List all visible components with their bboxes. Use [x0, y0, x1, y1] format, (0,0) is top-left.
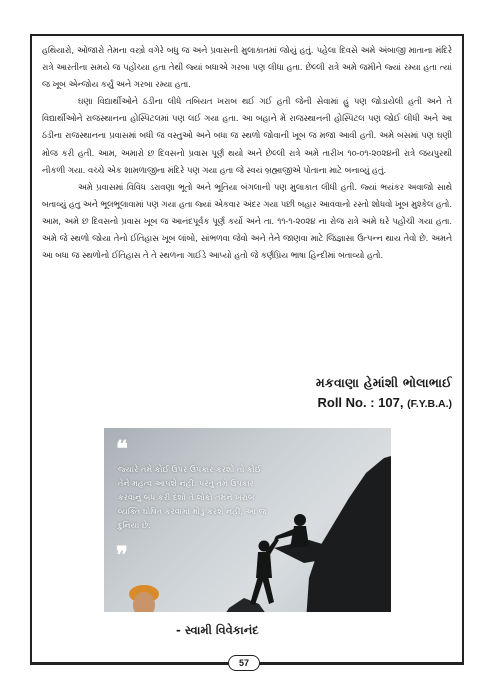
class-label: (F.Y.B.A.)	[407, 398, 452, 410]
close-quote-icon: ❞	[116, 542, 128, 568]
paragraph-2: ઘણા વિદ્યાર્થીઓને ઠંડીના લીધે તબિયત ખરાબ થઈ ગઈ હતી જેની સેવામાં હું પણ જોડાયેલી હતી અને તે વિદ્યાર્થીઓને રાજસ્થાનના હોસ્પિટલમાં પણ લઈ ગયા હતા. આ બહાને મેં રાજસ્થાનની હોસ્પિટલ પણ જોઈ લીધી અને આ ઠંડીના રાજસ્થાનના પ્રવાસમાં બધી જ વસ્તુઓ અને બધા જ સ્થળો જોવાની ખૂબ જ મજા આવી હતી. અમે બસમાં પણ ઘણી મોજ કરી હતી. આમ, અમારો છ દિવસનો પ્રવાસ પૂર્ણ થયો અને છેલ્લી રાત્રે અમે તારીખ ૧૦-૦૧-૨૦૨૪ની રાત્રે જયપુરથી નીકળી ગયા. વચ્ચે એક શામળાજીના મંદિરે પણ ગયા હતા જે સ્વયં બ્રહ્માજીએ પોતાના માટે બનાવ્યું હતું.	[42, 96, 452, 175]
paragraph-3: અમે પ્રવાસમાં વિવિધ ડરાવણા ભૂતો અને ભૂતિયા બંગલાની પણ મુલાકાત લીધી હતી. જ્યાં ભયંકર અવાજો સાથે બતાવ્યું હતુ અને ભૂલભૂલાવામાં પણ ગયા હતા જ્યાં એકવાર અંદર ગયા પછી બહાર આવવાનો રસ્તો શોધવો ખૂબ મુશ્કેલ હતો. આમ, અમે છ દિવસનો પ્રવાસ ખૂબ જ આનંદપૂર્વક પૂર્ણ કર્યો અને તા. ૧૧-૧-૨૦૨૪ ના રોજ રાત્રે અમે ઘરે પહોંચી ગયા હતા. અમે જે સ્થળો જોયા તેનો ઈતિહાસ ખૂબ લાંબો, સાંભળવા જેવો અને તેને જાણવા માટે જિજ્ઞાસા ઉત્પન્ન થાય તેવો છે. અમને આ બધા જ સ્થળોનો ઈતિહાસ તે તે સ્થળના ગાઈડે આપ્યો હતો જે કર્ણપ્રિય ભાષા હિન્દીમાં બતાવ્યો હતો.	[42, 181, 452, 261]
paragraph-1: હથિયારો, ઓજારો તેમના વસ્ત્રો વગેરે બધુ જ અને પ્રવાસની મુલાકાતમાં જોયું હતું. પહેલા દિવસે અમે અંબાજી માતાના મંદિરે રાત્રે આરતીના સમયે જ પહોંચ્યા હતા તેથી જ્યાં બધાએ ગરબા પણ લીધા હતા. છેલ્લી રાત્રે અમે જમીને જ્યાં રમ્યા હતા ત્યાં જ ખૂબ એન્જોય કર્યું અને ગરબા રમ્યા હતા.	[42, 45, 452, 90]
quote-attribution: - સ્વામી વિવેકાનંદ	[176, 623, 259, 637]
page-number: 57	[228, 655, 260, 671]
quote-poster	[104, 428, 391, 650]
article-body	[42, 42, 452, 264]
author-name: મકવાણા હેમાંશી ભોલાભાઈ	[315, 375, 452, 390]
roll-label: Roll No. : 107,	[317, 395, 404, 410]
author-block	[316, 375, 452, 410]
quote-text: જ્યારે તમે કોઈ ઉપર ઉપકાર કરશો તો કોઈ તેને મહત્વ આપશે નહીં. પરંતુ તમે ઉપકાર કરવાનું બંધ કરી દેશો તે લોકો તમને ખરાબ વ્યક્તિ ઘોષિત કરવામાં મોડું કરશે નહીં, આ જ દુનિયા છે.	[118, 464, 267, 530]
open-quote-icon: ❝	[116, 436, 128, 462]
roll-number	[316, 395, 452, 410]
